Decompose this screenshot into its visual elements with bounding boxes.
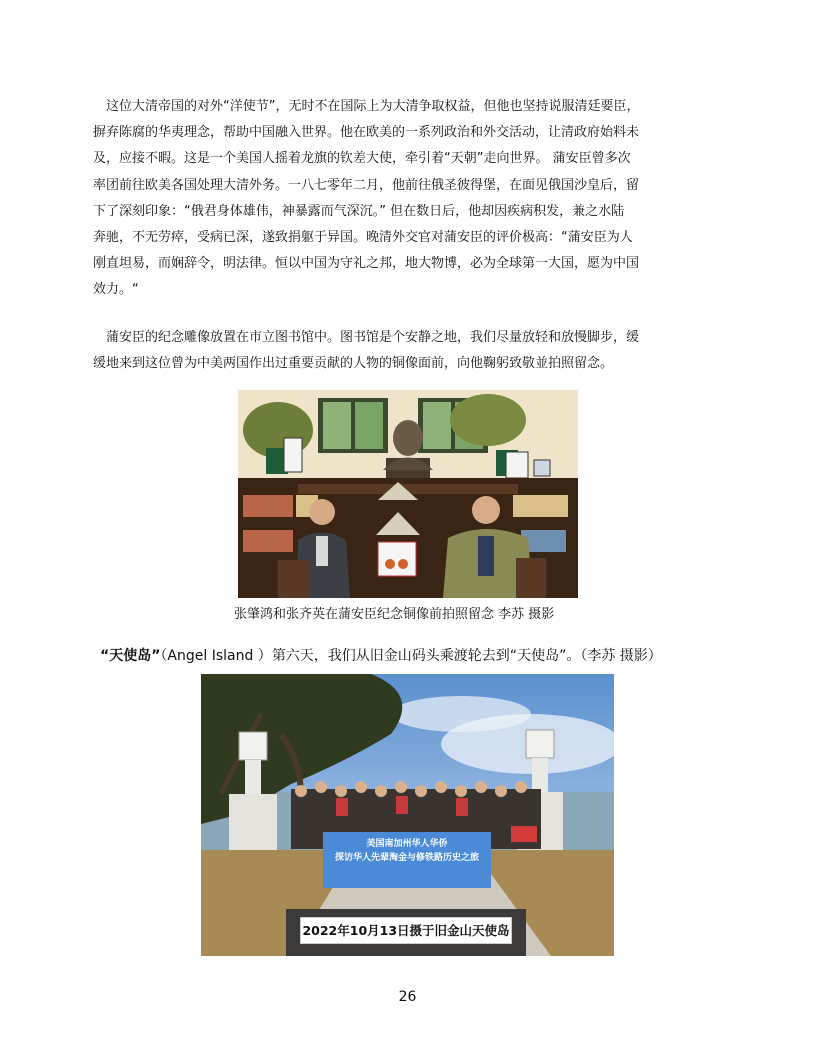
text-line: 率团前往欧美各国处理大清外务。一八七零年二月，他前往俄圣彼得堡，在面见俄国沙皇后，留: [93, 177, 640, 193]
text-line: 缓地来到这位曾为中美两国作出过重要贡献的人物的铜像面前，向他鞠躬致敬並拍照留念。: [93, 356, 614, 372]
paragraph-burlingame-biography: [93, 94, 743, 304]
angel-island-group-photo: [201, 674, 614, 956]
text-line: 下了深刻印象：“俄君身体雄伟，神暴露而气深沉。” 但在数日后，他却因疾病积发，兼之水陆: [93, 203, 625, 219]
caption-title: “天使岛”: [100, 648, 161, 664]
caption-text: 第六天，我们从旧金山码头乘渡轮去到“天使岛”。（李苏 摄影）: [271, 648, 662, 664]
page-number: 26: [398, 989, 417, 1005]
photo2-caption: [100, 645, 662, 665]
text-line: 摒弃陈腐的华夷理念，帮助中国融入世界。他在欧美的一系列政治和外交活动，让清政府始料未: [93, 125, 640, 141]
photo1-caption: 张肇鸿和张齐英在蒲安臣纪念铜像前拍照留念 李苏 摄影: [234, 607, 555, 622]
paragraph-library-visit: [93, 325, 743, 377]
text-line: 效力。“: [93, 282, 139, 298]
text-line: 蒲安臣的纪念雕像放置在市立图书馆中。图书馆是个安静之地，我们尽量放轻和放慢脚步，缓: [106, 330, 640, 345]
banner-line1: 美国南加州华人华侨: [366, 839, 448, 849]
banner-line2: 探访华人先辈淘金与修铁路历史之旅: [334, 853, 480, 863]
text-line: 刚直坦易，而娴辞令，明法律。恒以中国为守礼之邦，地大物博，必为全球第一大国，愿为中国: [93, 256, 640, 272]
library-bust-photo: [238, 390, 578, 598]
text-line: 奔驰，不无劳瘁，受病已深，遂致捐躯于异国。晚清外交官对蒲安臣的评价极高：“蒲安臣为人: [93, 230, 633, 246]
text-line: 及，应接不暇。这是一个美国人摇着龙旗的钦差大使，牵引着“天朝”走向世界。 蒲安臣曾多次: [93, 151, 631, 167]
text-line: 这位大清帝国的对外“洋使节”，无时不在国际上为大清争取权益，但他也坚持说服清廷要臣，: [106, 99, 640, 114]
photo-date-tag: 2022年10月13日摄于旧金山天使岛: [300, 917, 512, 944]
caption-english: （Angel Island ）: [160, 648, 272, 664]
